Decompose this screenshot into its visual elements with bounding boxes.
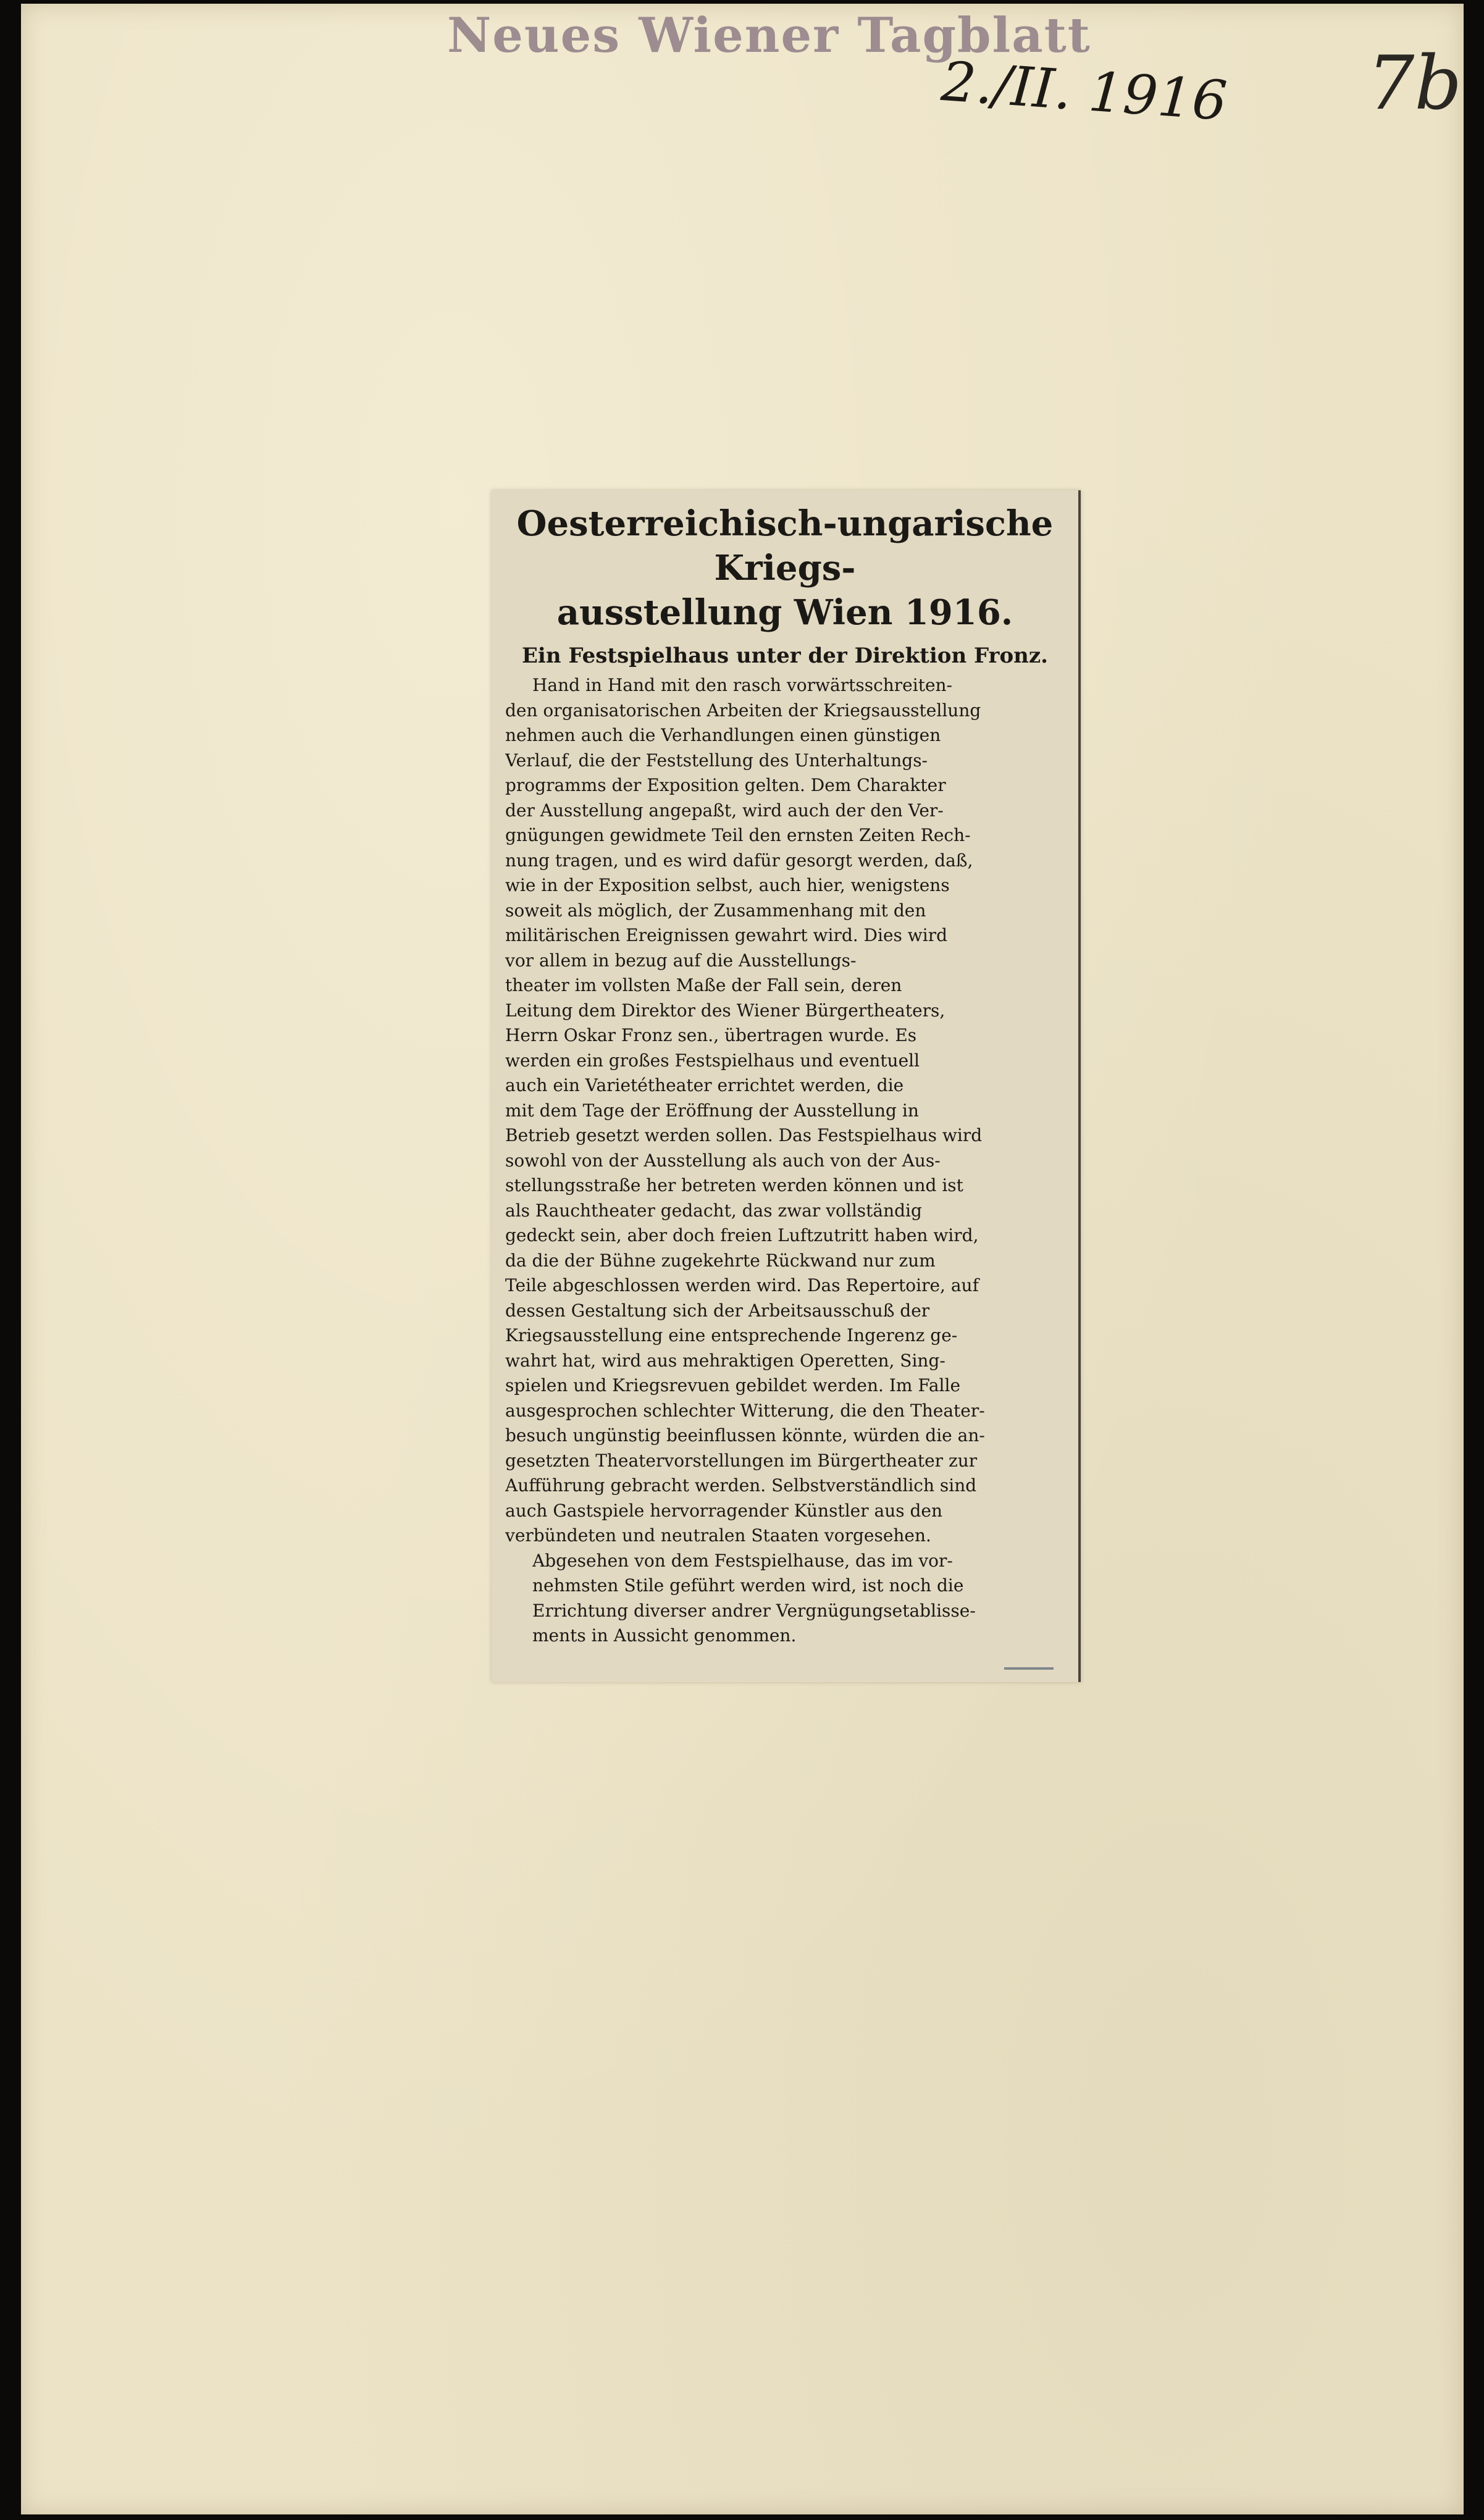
newspaper-stamp: Neues Wiener Tagblatt	[447, 7, 1091, 64]
article-line: spielen und Kriegsrevuen gebildet werden. Im Falle	[505, 1375, 961, 1396]
article-headline	[505, 501, 1065, 635]
article-line: sowohl von der Ausstellung als auch von der Aus-	[505, 1150, 941, 1171]
article-line: Aufführung gebracht werden. Selbstverständlich sind	[505, 1475, 977, 1496]
article-line: wahrt hat, wird aus mehraktigen Operetten, Sing-	[505, 1350, 945, 1371]
article-body	[505, 673, 1065, 1549]
article-line: Betrieb gesetzt werden sollen. Das Festspielhaus wird	[505, 1125, 983, 1145]
article-line: nung tragen, und es wird dafür gesorgt werden, daß,	[505, 850, 973, 871]
article-line: Leitung dem Direktor des Wiener Bürgertheaters,	[505, 1000, 945, 1021]
archive-sheet	[21, 4, 1464, 2514]
article-line: werden ein großes Festspielhaus und eventuell	[505, 1050, 920, 1071]
article-line: wie in der Exposition selbst, auch hier, wenigstens	[505, 875, 950, 895]
article-line: Herrn Oskar Fronz sen., übertragen wurde. Es	[505, 1025, 917, 1045]
article-line: nehmsten Stile geführt werden wird, ist noch die	[532, 1575, 964, 1596]
article-line: stellungsstraße her betreten werden können und ist	[505, 1175, 963, 1195]
headline-line: Oesterreichisch-ungarische Kriegs-	[516, 503, 1054, 588]
article-line: mit dem Tage der Eröffnung der Ausstellung in	[505, 1100, 919, 1121]
article-line: militärischen Ereignissen gewahrt wird. Dies wird	[505, 925, 948, 945]
newspaper-clipping	[492, 490, 1081, 1682]
article-line: Abgesehen von dem Festspielhause, das im vor-	[532, 1550, 953, 1571]
article-line: gnügungen gewidmete Teil den ernsten Zeiten Rech-	[505, 825, 971, 845]
article-line: den organisatorischen Arbeiten der Kriegsausstellung	[505, 700, 981, 721]
article-line: soweit als möglich, der Zusammenhang mit den	[505, 900, 926, 921]
article-line: vor allem in bezug auf die Ausstellungs-	[505, 950, 857, 971]
article-line: als Rauchtheater gedacht, das zwar vollständig	[505, 1200, 922, 1221]
article-line: nehmen auch die Verhandlungen einen günstigen	[505, 725, 941, 745]
article-line: der Ausstellung angepaßt, wird auch der den Ver-	[505, 800, 944, 821]
article-subheadline: Ein Festspielhaus unter der Direktion Fronz.	[521, 643, 1048, 668]
article-line: verbündeten und neutralen Staaten vorgesehen.	[505, 1525, 931, 1546]
article-line: gedeckt sein, aber doch freien Luftzutritt haben wird,	[505, 1225, 979, 1245]
article-line: Kriegsausstellung eine entsprechende Ingerenz ge-	[505, 1325, 958, 1346]
article-line: theater im vollsten Maße der Fall sein, deren	[505, 975, 902, 995]
article-line: besuch ungünstig beeinflussen könnte, würden die an-	[505, 1425, 985, 1446]
article-line: programms der Exposition gelten. Dem Charakter	[505, 775, 946, 795]
article-line: da die der Bühne zugekehrte Rückwand nur zum	[505, 1250, 936, 1271]
headline-line: ausstellung Wien 1916.	[556, 592, 1013, 633]
article-line: ausgesprochen schlechter Witterung, die den Theater-	[505, 1400, 985, 1421]
article-body-second-paragraph	[505, 1549, 1065, 1649]
article-line: Teile abgeschlossen werden wird. Das Repertoire, auf	[505, 1275, 979, 1296]
article-line: dessen Gestaltung sich der Arbeitsausschuß der	[505, 1300, 930, 1321]
handwritten-mark: 7b	[1367, 41, 1462, 127]
article-line: Verlauf, die der Feststellung des Unterhaltungs-	[505, 750, 928, 771]
article-line: gesetzten Theatervorstellungen im Bürgertheater zur	[505, 1450, 978, 1471]
article-line: auch Gastspiele hervorragender Künstler aus den	[505, 1500, 943, 1521]
article-line: Errichtung diverser andrer Vergnügungsetablisse-	[532, 1600, 976, 1621]
handwritten-date: 2./II. 1916	[939, 49, 1230, 133]
article-line: auch ein Varietétheater errichtet werden, die	[505, 1075, 904, 1095]
article-line: ments in Aussicht genommen.	[532, 1625, 797, 1646]
ink-smudge	[1004, 1667, 1054, 1670]
article-line: Hand in Hand mit den rasch vorwärtsschreiten-	[532, 675, 953, 695]
